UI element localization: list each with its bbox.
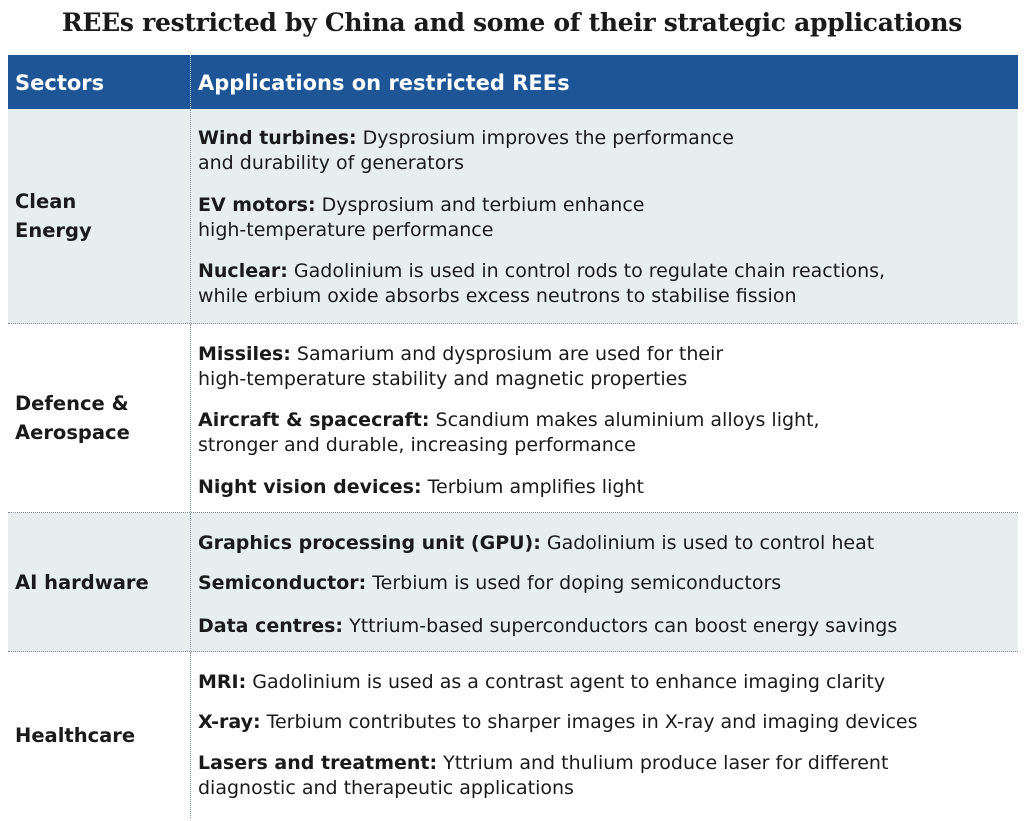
application-text: Dysprosium improves the performance	[356, 127, 734, 149]
column-divider	[190, 324, 191, 512]
sector-label-line: AI hardware	[15, 570, 149, 594]
application-item	[198, 571, 1012, 596]
application-text: Gadolinium is used as a contrast agent to enhance imaging clarity	[246, 671, 886, 693]
application-item	[198, 475, 1012, 500]
application-text: high-temperature stability and magnetic properties	[198, 368, 688, 390]
sector-label-line: Healthcare	[15, 723, 136, 747]
application-item	[198, 408, 1012, 458]
sector-cell	[15, 513, 185, 651]
application-item	[198, 193, 1012, 243]
application-text: diagnostic and therapeutic applications	[198, 777, 574, 799]
sector-label-line: Aerospace	[15, 421, 130, 444]
application-item	[198, 259, 1012, 309]
application-text: Gadolinium is used to control heat	[540, 532, 875, 554]
application-text: Terbium is used for doping semiconductors	[366, 572, 782, 594]
table-row-healthcare	[8, 652, 1018, 818]
application-label: MRI:	[198, 671, 247, 693]
sector-cell	[15, 109, 185, 323]
application-text: Yttrium-based superconductors can boost energy savings	[343, 615, 898, 637]
application-item	[198, 710, 1012, 735]
application-text: Yttrium and thulium produce laser for different	[437, 752, 889, 774]
application-item	[198, 670, 1012, 695]
application-label: Nuclear:	[198, 260, 288, 282]
application-text: Dysprosium and terbium enhance	[315, 194, 645, 216]
application-item	[198, 126, 1012, 176]
header-column-divider	[190, 55, 191, 109]
column-divider	[190, 652, 191, 818]
application-item	[198, 342, 1012, 392]
column-divider	[190, 513, 191, 651]
header-sectors: Sectors	[15, 71, 105, 95]
application-text: Scandium makes aluminium alloys light,	[429, 409, 820, 431]
application-label: Wind turbines:	[198, 127, 357, 149]
application-label: Semiconductor:	[198, 572, 367, 594]
application-label: EV motors:	[198, 194, 316, 216]
application-text: while erbium oxide absorbs excess neutrons to stabilise fission	[198, 285, 797, 307]
sector-cell	[15, 652, 185, 818]
application-text: and durability of generators	[198, 152, 465, 174]
application-text: Terbium contributes to sharper images in X-ray and imaging devices	[260, 711, 918, 733]
sector-label-line: Energy	[15, 219, 92, 242]
application-label: Night vision devices:	[198, 476, 422, 498]
application-text: stronger and durable, increasing performance	[198, 434, 636, 456]
application-text: Samarium and dysprosium are used for their	[290, 343, 724, 365]
sector-cell	[15, 324, 185, 512]
application-text: Terbium amplifies light	[421, 476, 644, 498]
chart-title: REEs restricted by China and some of their strategic applications	[61, 8, 963, 37]
column-divider	[190, 109, 191, 323]
application-text: high-temperature performance	[198, 219, 494, 241]
application-label: Graphics processing unit (GPU):	[198, 532, 541, 554]
sector-label-line: Clean	[15, 190, 77, 213]
header-applications: Applications on restricted REEs	[198, 71, 570, 95]
table-row-defence-aerospace	[8, 324, 1018, 513]
application-item	[198, 751, 1012, 801]
application-label: X-ray:	[198, 711, 261, 733]
table-row-ai-hardware	[8, 513, 1018, 652]
table-row-clean-energy	[8, 109, 1018, 324]
application-item	[198, 614, 1012, 639]
application-text: Gadolinium is used in control rods to regulate chain reactions,	[287, 260, 886, 282]
application-label: Aircraft & spacecraft:	[198, 409, 430, 431]
application-label: Missiles:	[198, 343, 291, 365]
sector-label-line: Defence &	[15, 392, 129, 415]
application-label: Data centres:	[198, 615, 344, 637]
table-header-row	[8, 55, 1018, 109]
application-label: Lasers and treatment:	[198, 752, 438, 774]
application-item	[198, 531, 1012, 556]
ree-applications-table	[8, 55, 1018, 818]
